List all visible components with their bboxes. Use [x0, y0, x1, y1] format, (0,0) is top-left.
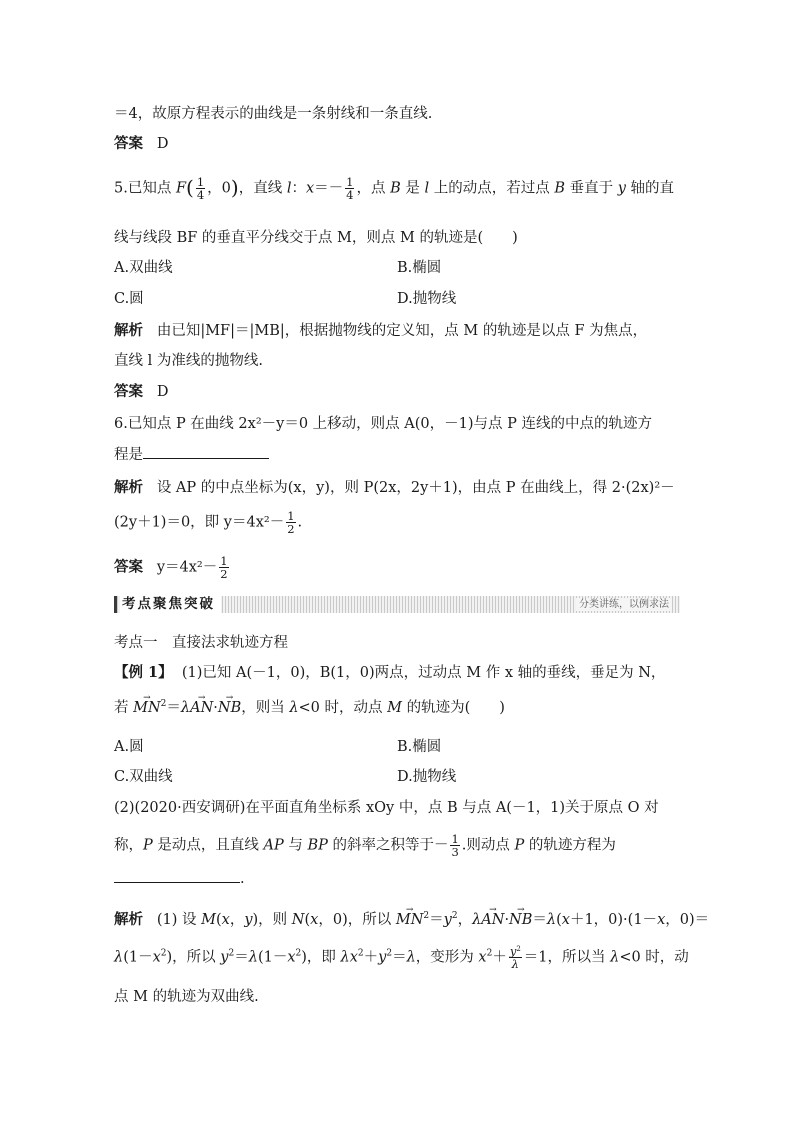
- ex1-option-c: C.双曲线: [114, 769, 173, 785]
- answer-label: 答案: [114, 135, 143, 152]
- q5-option-a: A.双曲线: [114, 260, 173, 276]
- example-1-part-2-line-2: 称，P 是动点，且直线 AP 与 BP 的斜率之积等于－ $\frac{1}{3}$ .则动点 P 的轨迹方程为: [114, 832, 616, 859]
- answer-4: [114, 133, 168, 155]
- example-1-line-2: 若 → $MN^2=\lambda\to AN\cdot\to$ NB，则当 λ<0 时，动点 M 的轨迹为( ): [114, 697, 505, 719]
- analysis-label: 解析: [114, 322, 143, 339]
- q5-option-d: D.抛物线: [397, 291, 457, 307]
- q6-analysis-line-1: [114, 477, 675, 499]
- ex1-options-row-2: [114, 766, 680, 788]
- q5-text: 垂直于: [564, 180, 618, 197]
- example-label: 【例 1】: [114, 664, 173, 681]
- question-5-line-2: 线与线段 BF 的垂直平分线交于点 M，则点 M 的轨迹是( ): [114, 230, 518, 246]
- q5-text: 轴的直: [625, 180, 674, 197]
- ex1-analysis-line-1: 解析 (1) 设 M(x，y)，则 N(x，0)，所以 → $MN^2=y^2$，λ→ AN·→ NB＝λ(x＋1，0)·(1－x，0)＝: [114, 909, 709, 931]
- q5-text: 是: [400, 180, 425, 197]
- q6-analysis-line-2: (2y＋1)＝0，即 y＝4x²－ $\frac{1}{2}$ .: [114, 509, 303, 536]
- banner-title: 考点聚焦突破: [120, 595, 221, 614]
- answer-label: 答案: [114, 558, 143, 576]
- answer-5-value: D: [156, 384, 169, 400]
- q5-option-c: C.圆: [114, 291, 144, 307]
- answer-6: [114, 555, 231, 580]
- q5-analysis-line-2: 直线 l 为准线的抛物线.: [114, 353, 263, 369]
- example-1-line-1: [114, 662, 665, 684]
- ex1-analysis-line-3: 点 M 的轨迹为双曲线.: [114, 989, 259, 1005]
- q5-options-row-1: [114, 257, 680, 279]
- ex1-answer-blank: [114, 882, 240, 883]
- fraction-one-half: $\frac{1}{2}$: [287, 509, 295, 536]
- fraction-one-third: $\frac{1}{3}$: [451, 832, 459, 859]
- q5-text: 上的动点，若过点: [429, 180, 555, 197]
- answer-4-value: D: [156, 136, 169, 152]
- section-banner: [114, 596, 680, 613]
- question-6-line-1: 6.已知点 P 在曲线 2x²－y＝0 上移动，则点 A(0，－1)与点 P 连线的中点的轨迹方: [114, 416, 652, 432]
- q5-analysis-line-1: [114, 320, 647, 342]
- ex1-option-d: D.抛物线: [397, 769, 457, 785]
- banner-accent: [114, 596, 117, 613]
- q6-analysis-text: 设 AP 的中点坐标为(x，y)，则 P(2x，2y＋1)，由点 P 在曲线上，得 2·(2x)²－: [156, 480, 675, 496]
- fraction-one-quarter: $\frac{1}{4}$: [346, 175, 354, 202]
- ex1-options-row-1: [114, 736, 680, 758]
- q6-answer-blank: [143, 458, 269, 459]
- ex1-option-b: B.椭圆: [397, 739, 442, 755]
- question-6-line-2: [114, 444, 269, 466]
- fraction-y2-over-lambda: $\frac{y^2}{\lambda}$: [509, 944, 521, 971]
- example-1-text: (1)已知 A(－1，0)，B(1，0)两点，过动点 M 作 x 轴的垂线，垂足为 N，: [181, 665, 666, 681]
- ex1-option-a: A.圆: [114, 739, 144, 755]
- q5-text: 已知点: [127, 180, 176, 197]
- analysis-label: 解析: [114, 911, 143, 928]
- q6-text: 程是: [114, 447, 143, 463]
- answer-label: 答案: [114, 383, 143, 400]
- intro-line: ＝4，故原方程表示的曲线是一条射线和一条直线.: [114, 106, 433, 122]
- q6-analysis-text: (2y＋1)＝0，即 y＝4x²－: [114, 514, 285, 531]
- question-5-line-1: 5.已知点 F( $\frac{1}{4}$ ，0)，直线 l：x＝－ $\frac{1}{4}$ ，点 B 是 l 上的动点，若过点 B 垂直于 y 轴的直: [114, 175, 674, 202]
- topic-heading: 考点一 直接法求轨迹方程: [114, 635, 288, 651]
- q5-option-b: B.椭圆: [397, 260, 442, 276]
- ex1-analysis-line-2: $\lambda(1-x^2)$，所以 $y^2=\lambda(1-x^2)$，即 $\lambda x^2+y^2=\lambda$，变形为 $x^2+$ $\frac{y^2}{\lambda}$ ＝1，所以当 λ<0 时，动: [114, 944, 689, 971]
- answer-5: [114, 381, 168, 403]
- fraction-one-half: $\frac{1}{2}$: [220, 554, 228, 581]
- q5-analysis-text: 由已知|MF|＝|MB|，根据抛物线的定义知，点 M 的轨迹是以点 F 为焦点，: [156, 323, 648, 339]
- q5-options-row-2: [114, 288, 680, 310]
- q5-text: ，点: [356, 180, 391, 197]
- analysis-label: 解析: [114, 479, 143, 496]
- answer-6-value: y＝4x²－: [156, 559, 218, 576]
- example-1-part-2-line-1: (2)(2020·西安调研)在平面直角坐标系 xOy 中，点 B 与点 A(－1，1)关于原点 O 对: [114, 800, 659, 816]
- example-1-part-2-blank-line: .: [114, 868, 245, 890]
- banner-subtitle: 分类讲练，以例求法: [576, 598, 672, 611]
- fraction-one-quarter: $\frac{1}{4}$: [196, 175, 205, 202]
- q5-number: 5.: [114, 180, 128, 197]
- q5-text: ，直线: [238, 180, 287, 197]
